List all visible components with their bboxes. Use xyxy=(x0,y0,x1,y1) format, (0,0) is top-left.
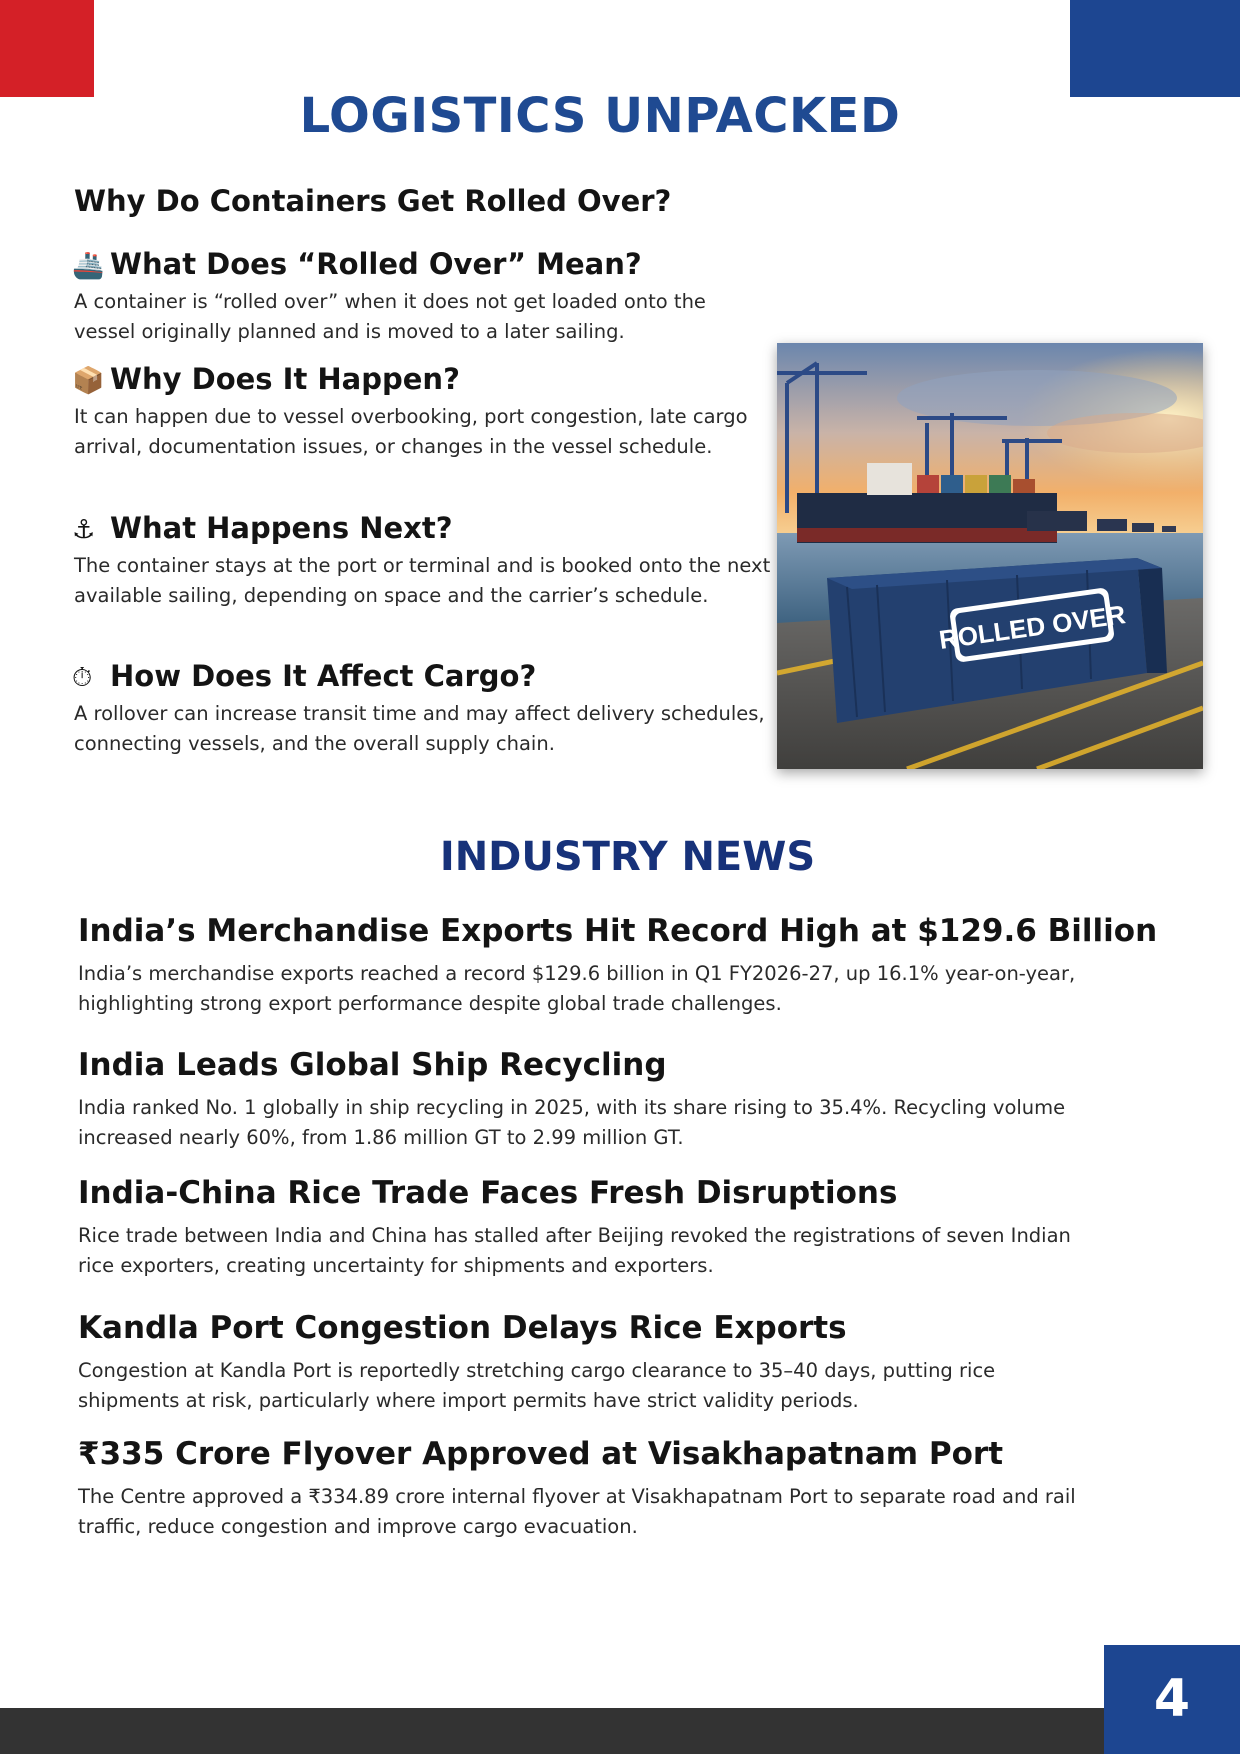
news-headline: Kandla Port Congestion Delays Rice Exports xyxy=(78,1310,847,1346)
news-item xyxy=(78,1045,1078,1153)
news-item xyxy=(78,911,1158,1019)
faq-answer: A container is “rolled over” when it does not get loaded onto the vessel originally planned and is moved to a later sailing. xyxy=(74,290,706,343)
corner-accent-red xyxy=(0,0,94,97)
news-headline: India’s Merchandise Exports Hit Record High at $129.6 Billion xyxy=(78,913,1158,949)
page-number: 4 xyxy=(1104,1645,1240,1754)
faq-answer: A rollover can increase transit time and may affect delivery schedules, connecting vessels, and the overall supply chain. xyxy=(74,702,765,755)
faq-question-text: What Happens Next? xyxy=(110,511,453,545)
faq-item-rolled-over xyxy=(72,245,772,347)
news-body: The Centre approved a ₹334.89 crore internal flyover at Visakhapatnam Port to separate road and rail traffic, reduce congestion and improve cargo evacuation. xyxy=(78,1485,1076,1538)
feature-heading: Why Do Containers Get Rolled Over? xyxy=(74,184,672,218)
container-label: ROLLED OVER xyxy=(937,599,1128,655)
anchor-icon: ⚓ xyxy=(72,515,96,545)
page-title: LOGISTICS UNPACKED xyxy=(299,88,901,144)
ship-icon: 🚢 xyxy=(72,251,105,281)
news-item xyxy=(78,1308,1078,1416)
package-icon: 📦 xyxy=(72,366,105,396)
port-container-photo xyxy=(777,343,1203,769)
faq-question xyxy=(72,657,772,697)
faq-item-why xyxy=(72,360,772,462)
stopwatch-icon: ⏱ xyxy=(72,663,93,693)
faq-answer: The container stays at the port or terminal and is booked onto the next available sailing, depending on space and the carrier’s schedule. xyxy=(74,554,771,607)
news-body: India ranked No. 1 globally in ship recycling in 2025, with its share rising to 35.4%. Recycling volume increased nearly 60%, from 1.86 million GT to 2.99 million GT. xyxy=(78,1096,1066,1149)
news-item xyxy=(78,1173,1078,1281)
faq-item-affect xyxy=(72,657,772,759)
faq-question-text: How Does It Affect Cargo? xyxy=(110,659,537,693)
corner-accent-blue xyxy=(1070,0,1240,97)
faq-question-text: Why Does It Happen? xyxy=(110,362,460,396)
news-body: Congestion at Kandla Port is reportedly stretching cargo clearance to 35–40 days, putting rice shipments at risk, particularly where import permits have strict validity periods. xyxy=(78,1359,996,1412)
news-item xyxy=(78,1434,1078,1542)
faq-question xyxy=(72,509,772,549)
footer-bar xyxy=(0,1708,1240,1754)
news-body: India’s merchandise exports reached a record $129.6 billion in Q1 FY2026-27, up 16.1% year-on-year, highlighting strong export performance despite global trade challenges. xyxy=(78,962,1076,1015)
faq-item-next xyxy=(72,509,772,611)
faq-question xyxy=(72,245,772,285)
news-body: Rice trade between India and China has stalled after Beijing revoked the registrations of seven Indian rice exporters, creating uncertainty for shipments and exporters. xyxy=(78,1224,1071,1277)
news-section-title: INDUSTRY NEWS xyxy=(439,834,816,880)
news-headline: ₹335 Crore Flyover Approved at Visakhapatnam Port xyxy=(78,1436,1004,1472)
faq-question xyxy=(72,360,772,400)
faq-question-text: What Does “Rolled Over” Mean? xyxy=(110,247,642,281)
faq-answer: It can happen due to vessel overbooking, port congestion, late cargo arrival, documentation issues, or changes in the vessel schedule. xyxy=(74,405,748,458)
news-headline: India Leads Global Ship Recycling xyxy=(78,1047,667,1083)
port-scene-illustration xyxy=(777,343,1203,769)
news-headline: India-China Rice Trade Faces Fresh Disruptions xyxy=(78,1175,898,1211)
